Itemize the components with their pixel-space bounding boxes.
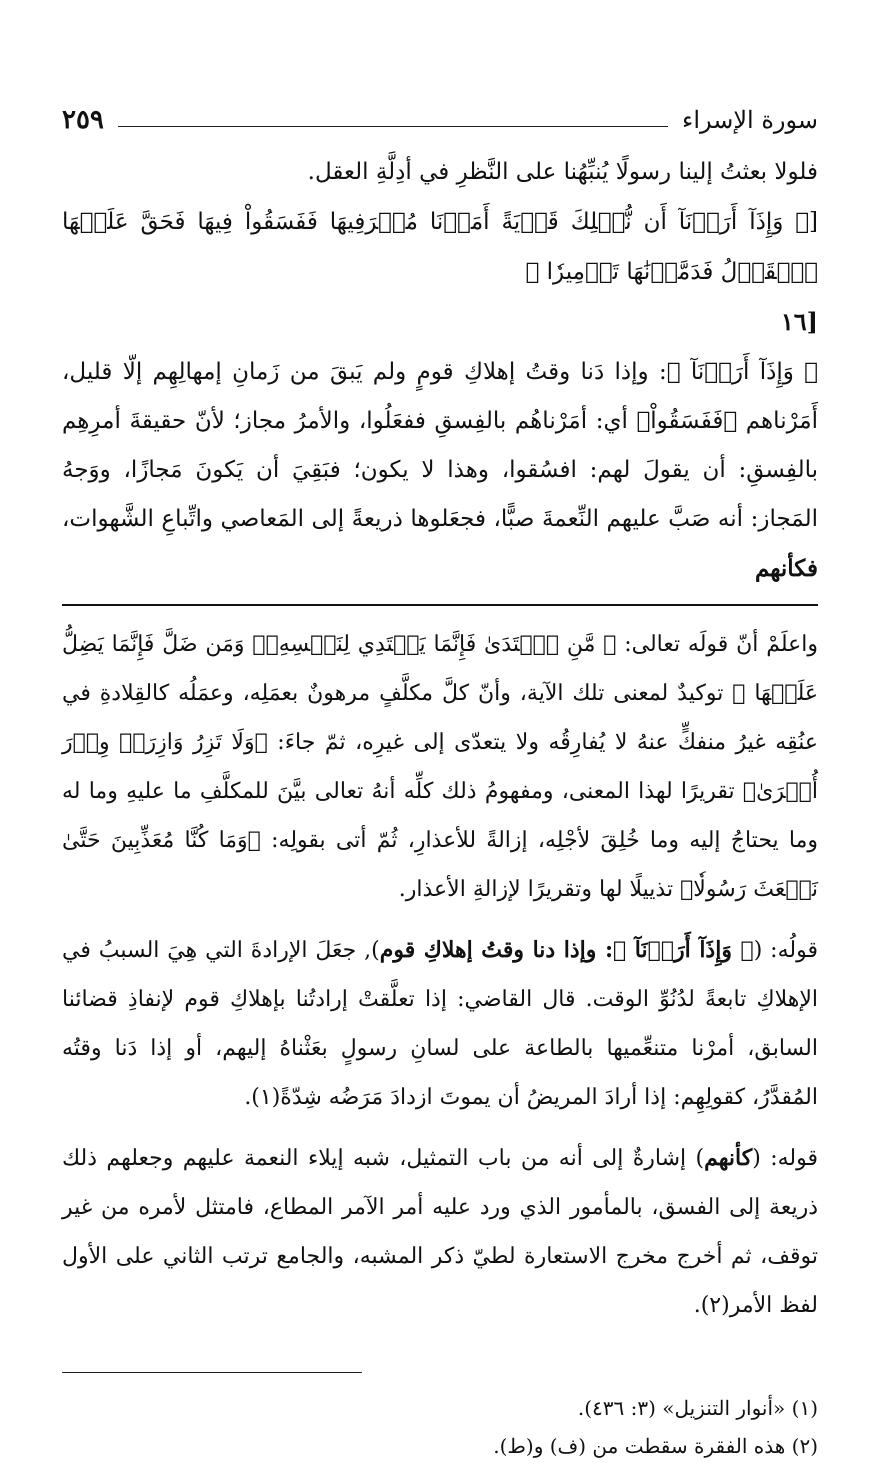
intro-line: فلولا بعثتُ إلينا رسولًا يُنبِّهُنا على النَّظرِ في أدِلَّةِ العقل. xyxy=(307,159,818,185)
page-number: ٢٥٩ xyxy=(62,105,104,135)
para-3-lead: قوله: ( xyxy=(752,1146,818,1171)
verse-text: [﴿ وَإِذَآ أَرَدۡنَآ أَن نُّهۡلِكَ قَرۡيَةً أَمَرۡنَا مُتۡرَفِيهَا فَفَسَقُواْ فِيهَا فَحَقَّ عَلَيۡهَا ٱلۡقَوۡلُ فَدَمَّرۡنَٰهَا تَدۡمِيرٗا ﴾ xyxy=(62,209,818,285)
book-page xyxy=(62,92,818,1465)
verse-number: [١٦ xyxy=(780,307,818,336)
tafsir-text: ﴿ وَإِذَآ أَرَدۡنَآ ﴾: وإذا دَنا وقتُ إهلاكِ قومٍ ولم يَبقَ من زَمانِ إمهالِهِم إلّا قليل، أَمَرْناهم ﴿فَفَسَقُواْ﴾ أي: أمَرْناهُم بالفِسقِ ففعَلُوا، والأمرُ مجاز؛ لأنّ حقيقةَ أمرِهِم بالفِسقِ: أن يقولَ لهم: افسُقوا، وهذا لا يكون؛ فبَقِيَ أن يَكونَ مَجازًا، ووَجهُ المَجاز: أنه صَبَّ عليهم النِّعمةَ صبًّا، فجعَلوها ذريعةً إلى المَعاصي واتِّباعِ الشَّهوات، xyxy=(62,359,818,532)
commentary-section xyxy=(62,620,818,1330)
footnote-2: (٢) هذه الفقرة سقطت من (ف) و(ط). xyxy=(493,1434,818,1458)
tafsir-continuation: فكأنهم xyxy=(754,555,818,582)
commentary-paragraph-2 xyxy=(62,926,818,1122)
footnote-1: (١) «أنوار التنزيل» (٣: ٤٣٦). xyxy=(577,1396,818,1420)
footnotes xyxy=(62,1389,818,1465)
main-text xyxy=(62,148,818,594)
footnote-rule xyxy=(62,1372,362,1373)
para-2-rest: ), جعَلَ الإرادةَ التي هِيَ السببُ في الإهلاكِ تابعةً لدُنُوِّ الوقت. قال القاضي: إذا تعلَّقتْ إرادتُنا بإهلاكِ قوم لإنفاذِ قضائنا السابق، أمرْنا متنعِّميها بالطاعة على لسانِ رسولٍ بعَثْناهُ إليهم، أو إذا دَنا وقتُه المُقدَّرُ، كقولِهِم: إذا أرادَ المريضُ أن يموتَ ازدادَ مَرَضُه شِدّةً(١). xyxy=(62,938,818,1110)
sura-title: سورة الإسراء xyxy=(674,106,818,134)
quran-verse xyxy=(62,197,818,297)
page-header xyxy=(62,92,818,148)
para-2-quote: ﴿ وَإِذَآ أَرَدۡنَآ ﴾: وإذا دنا وقتُ إهلاكِ قوم xyxy=(379,937,754,963)
tafsir-paragraph xyxy=(62,348,818,594)
verse-number-line xyxy=(62,297,818,348)
commentary-paragraph-1: واعلَمْ أنّ قولَه تعالى: ﴿ مَّنِ ٱهۡتَدَىٰ فَإِنَّمَا يَهۡتَدِي لِنَفۡسِهِۦۖ وَمَن ضَلَّ فَإِنَّمَا يَضِلُّ عَلَيۡهَا ﴾ توكيدٌ لمعنى تلك الآية، وأنّ كلَّ مكلَّفٍ مرهونٌ بعمَلِه، وعمَلُه كالقِلادةِ في عنُقِه غيرُ منفكٍّ عنهُ لا يُفارِقُه ولا يتعدّى إلى غيرِه، ثمّ جاءَ: ﴿وَلَا تَزِرُ وَازِرَةٞ وِزۡرَ أُخۡرَىٰ﴾ تقريرًا لهذا المعنى، ومفهومُ ذلك كلِّه أنهُ تعالى بيَّنَ للمكلَّفِ ما عليهِ وما له وما يحتاجُ إليه وما خُلِقَ لأجْلِه، إزالةً للأعذارِ، ثُمّ أتى بقولِه: ﴿وَمَا كُنَّا مُعَذِّبِينَ حَتَّىٰ نَبۡعَثَ رَسُولٗا﴾ تذييلًا لها وتقريرًا لإزالةِ الأعذار. xyxy=(62,632,818,902)
commentary-paragraph-3 xyxy=(62,1134,818,1330)
header-rule xyxy=(118,126,668,127)
section-divider xyxy=(62,604,818,606)
para-3-rest: ) إشارةٌ إلى أنه من باب التمثيل، شبه إيلاء النعمة عليهم وجعلهم ذلك ذريعة إلى الفسق، بالمأمور الذي ورد عليه أمر الآمر المطاع، فامتثل لأمره من غير توقف، ثم أخرج مخرج الاستعارة لطيّ ذكر المشبه، والجامع ترتب الثاني على الأول لفظ الأمر(٢). xyxy=(62,1146,818,1318)
para-3-quote: كأنهم xyxy=(704,1145,753,1171)
para-2-lead: قولُه: ( xyxy=(753,938,818,963)
